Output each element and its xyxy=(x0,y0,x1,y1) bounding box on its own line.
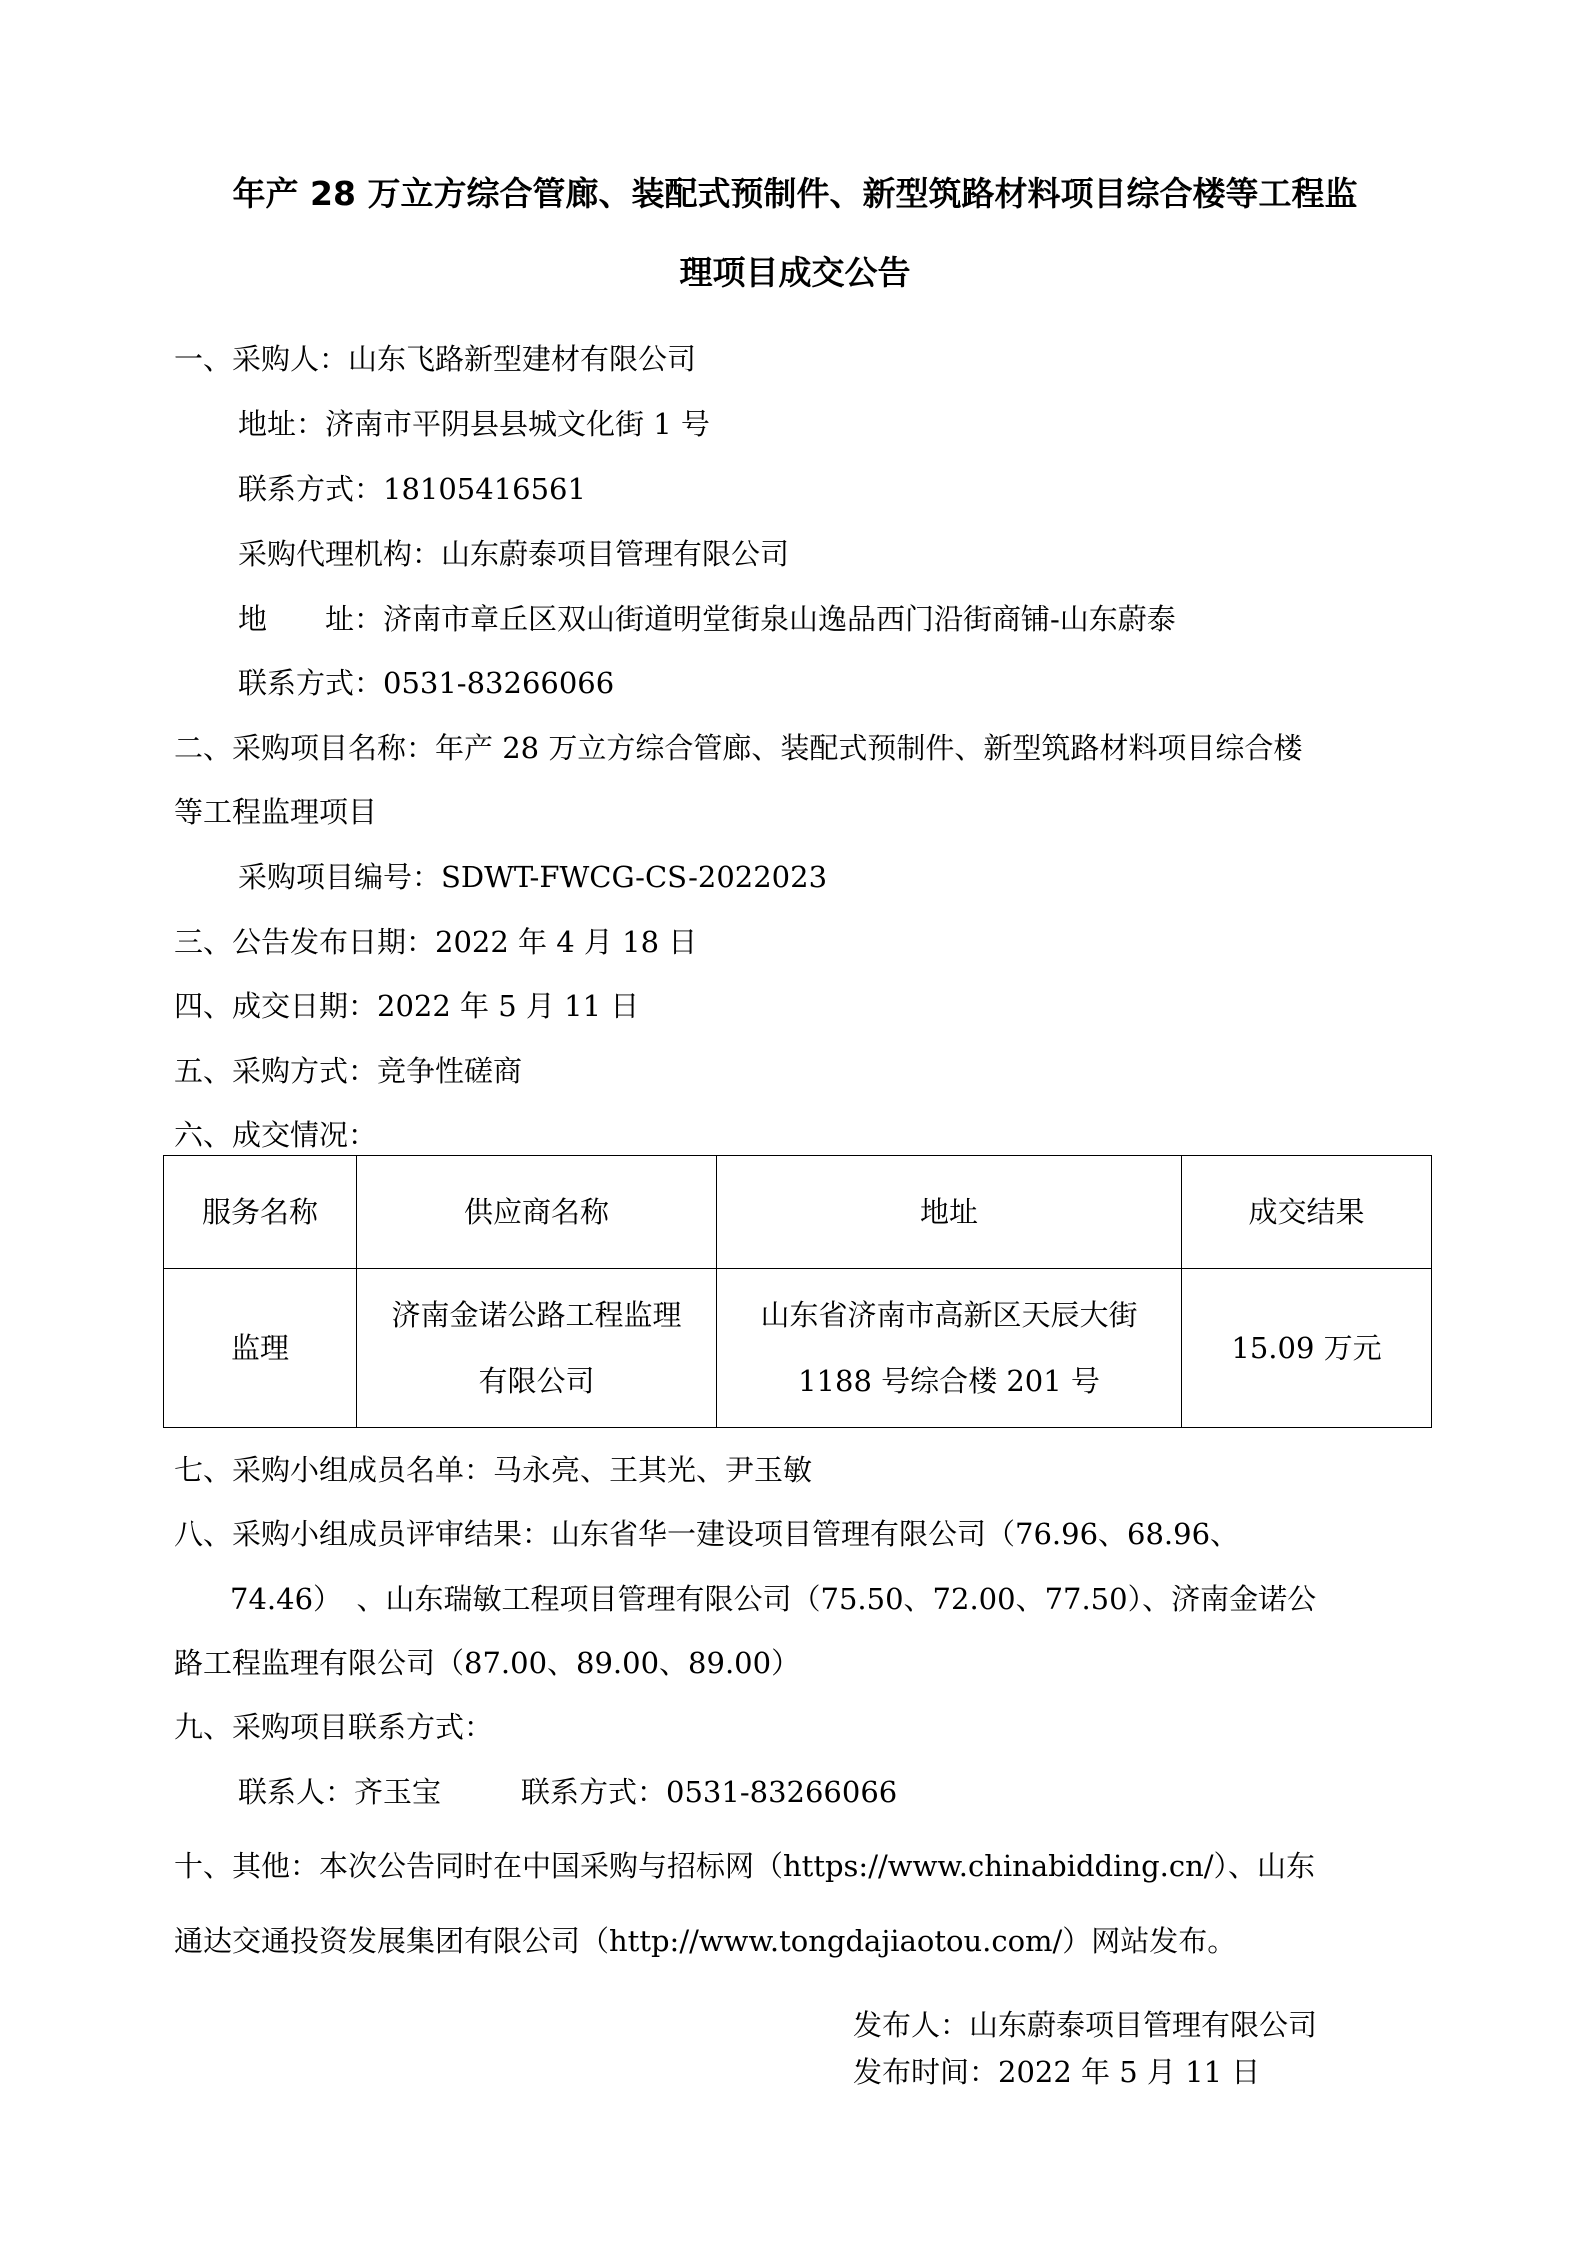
header-address: 地址 xyxy=(717,1156,1182,1269)
review-results-line-1: 八、采购小组成员评审结果：山东省华一建设项目管理有限公司（76.96、68.96、 xyxy=(174,1517,1240,1551)
announcement-date: 三、公告发布日期：2022 年 4 月 18 日 xyxy=(174,925,698,959)
contact-heading: 九、采购项目联系方式： xyxy=(174,1710,494,1744)
cell-supplier xyxy=(357,1269,717,1428)
cell-address-line-2: 1188 号综合楼 201 号 xyxy=(798,1364,1100,1398)
deal-status-heading: 六、成交情况： xyxy=(174,1118,378,1152)
table-row xyxy=(164,1269,1432,1428)
agency-contact: 联系方式：0531-83266066 xyxy=(238,666,615,700)
cell-result: 15.09 万元 xyxy=(1182,1269,1432,1428)
purchaser: 一、采购人：山东飞路新型建材有限公司 xyxy=(174,342,697,376)
page-title-line-1: 年产 28 万立方综合管廊、装配式预制件、新型筑路材料项目综合楼等工程监 xyxy=(232,174,1358,213)
panel-members: 七、采购小组成员名单：马永亮、王其光、尹玉敏 xyxy=(174,1453,813,1487)
contact-phone: 联系方式：0531-83266066 xyxy=(521,1775,898,1809)
other-info-line-1: 十、其他：本次公告同时在中国采购与招标网（https://www.chinabidding.cn/）、山东 xyxy=(174,1849,1316,1883)
procurement-method: 五、采购方式：竞争性磋商 xyxy=(174,1054,523,1088)
project-name-line-1: 二、采购项目名称：年产 28 万立方综合管廊、装配式预制件、新型筑路材料项目综合楼 xyxy=(174,731,1303,765)
project-name-line-2: 等工程监理项目 xyxy=(174,795,378,829)
cell-supplier-line-1: 济南金诺公路工程监理 xyxy=(391,1298,682,1332)
contact-line xyxy=(238,1772,897,1812)
header-service-name: 服务名称 xyxy=(164,1156,357,1269)
other-info-line-2: 通达交通投资发展集团有限公司（http://www.tongdajiaotou.com/）网站发布。 xyxy=(174,1924,1237,1958)
cell-service: 监理 xyxy=(164,1269,357,1428)
agency-address: 地 址：济南市章丘区双山街道明堂街泉山逸品西门沿街商铺-山东蔚泰 xyxy=(238,602,1176,636)
purchaser-address: 地址：济南市平阴县县城文化街 1 号 xyxy=(238,407,710,441)
result-table xyxy=(163,1155,1431,1425)
review-results-line-2: 74.46） 、山东瑞敏工程项目管理有限公司（75.50、72.00、77.50）、济南金诺公 xyxy=(230,1582,1317,1616)
purchaser-contact: 联系方式：18105416561 xyxy=(238,472,586,506)
cell-address-line-1: 山东省济南市高新区天辰大街 xyxy=(760,1298,1138,1332)
publisher: 发布人：山东蔚泰项目管理有限公司 xyxy=(853,2008,1318,2042)
cell-supplier-line-2: 有限公司 xyxy=(478,1364,595,1398)
review-results-line-3: 路工程监理有限公司（87.00、89.00、89.00） xyxy=(174,1646,801,1680)
header-supplier-name: 供应商名称 xyxy=(357,1156,717,1269)
contact-person: 联系人：齐玉宝 xyxy=(238,1775,442,1809)
publish-time: 发布时间：2022 年 5 月 11 日 xyxy=(853,2055,1261,2089)
table-header-row xyxy=(164,1156,1432,1269)
header-result: 成交结果 xyxy=(1182,1156,1432,1269)
purchasing-agency: 采购代理机构：山东蔚泰项目管理有限公司 xyxy=(238,537,790,571)
deal-date: 四、成交日期：2022 年 5 月 11 日 xyxy=(174,989,640,1023)
page-title-line-2: 理项目成交公告 xyxy=(679,253,911,292)
project-number: 采购项目编号：SDWT-FWCG-CS-2022023 xyxy=(238,860,828,894)
cell-address xyxy=(717,1269,1182,1428)
